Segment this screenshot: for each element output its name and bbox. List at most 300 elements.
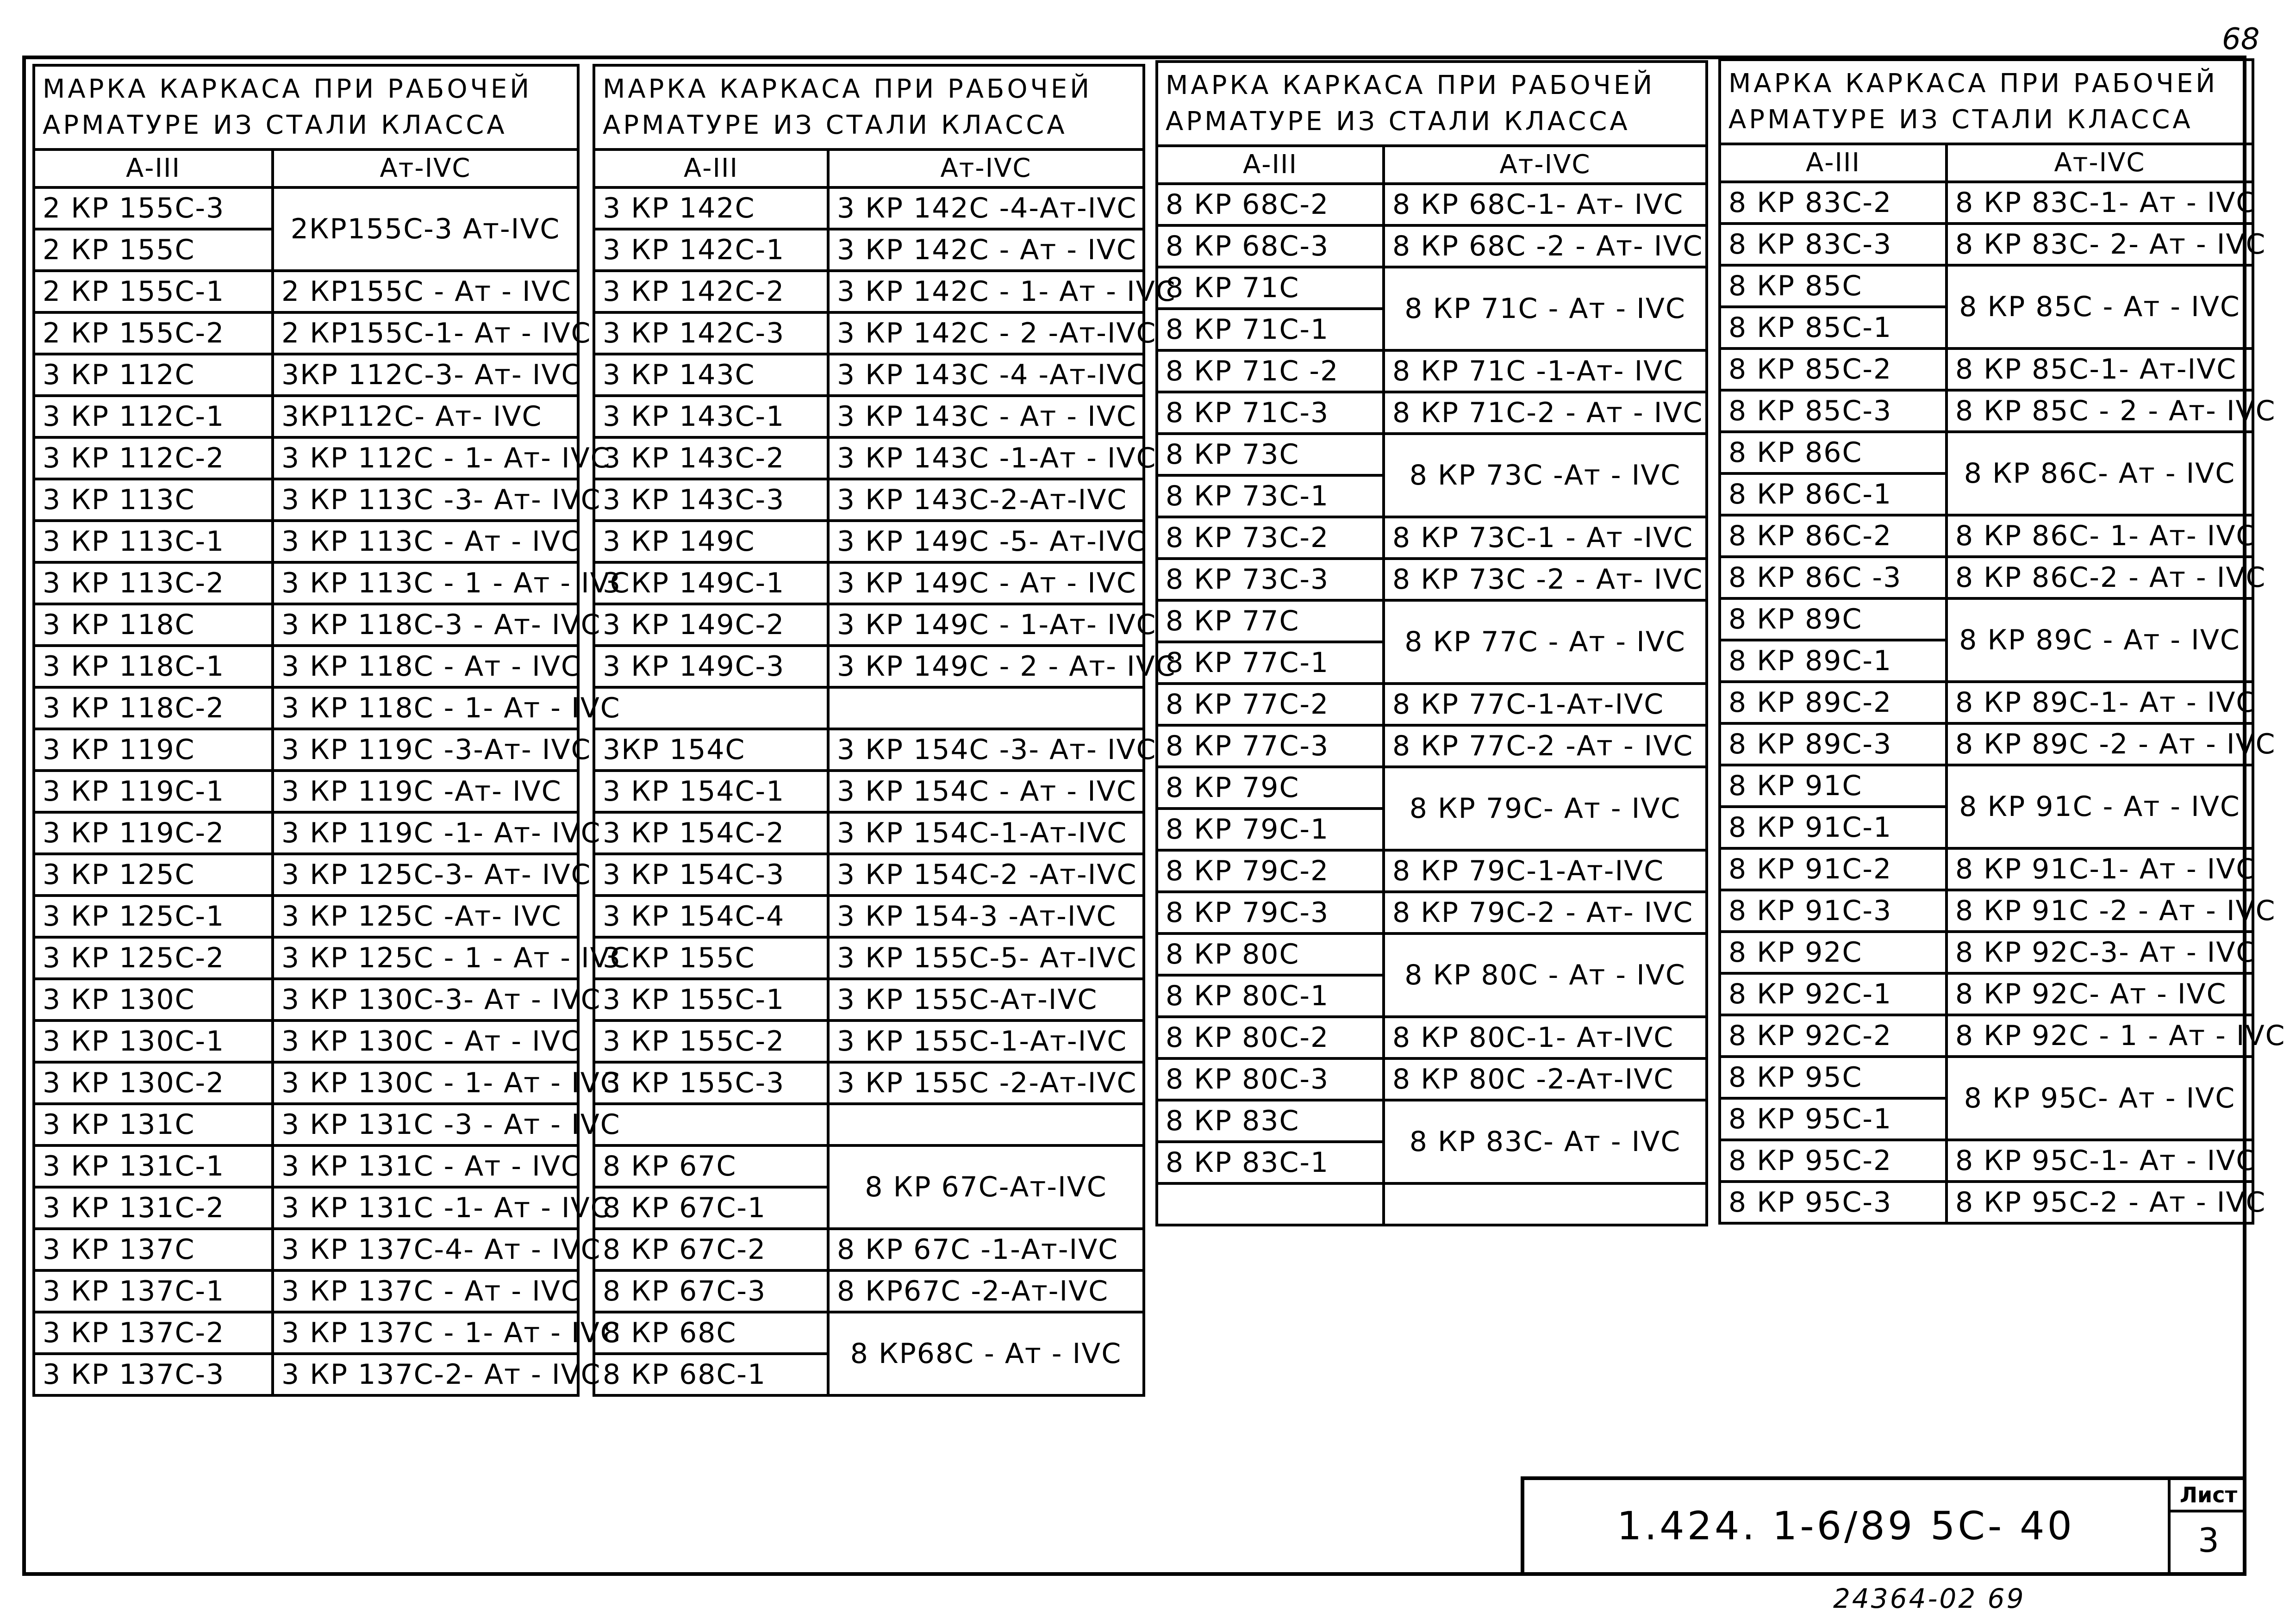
frame-mark-at4c: 3 КР 113С - Ат - IVС bbox=[273, 521, 578, 562]
frame-mark-a3: 8 КР 73С bbox=[1157, 434, 1384, 475]
table-row bbox=[594, 1270, 1144, 1312]
frame-mark-a3: 3 КР 143С bbox=[594, 354, 828, 396]
table-row bbox=[34, 1354, 578, 1395]
frame-mark-a3: 8 КР 67С-1 bbox=[594, 1187, 828, 1229]
frame-mark-at4c: 3 КР 118С - Ат - IVС bbox=[273, 646, 578, 687]
frame-mark-at4c: 3 КР 119С -3-Ат- IVС bbox=[273, 729, 578, 771]
frame-mark-a3: 8 КР 77С-3 bbox=[1157, 725, 1384, 767]
frame-mark-at4c: 3 КР 154-3 -Ат-IVС bbox=[828, 896, 1144, 937]
table-row bbox=[594, 854, 1144, 896]
table-row bbox=[34, 937, 578, 979]
frame-mark-at4c: 3 КР 143С -1-Ат - IVС bbox=[828, 437, 1144, 479]
frame-mark-at4c: 3 КР 154С - Ат - IVС bbox=[828, 771, 1144, 812]
frame-mark-a3: 3 КР 142С-3 bbox=[594, 312, 828, 354]
frame-mark-a3: 8 КР 71С bbox=[1157, 267, 1384, 309]
frame-mark-a3: 8 КР 77С bbox=[1157, 600, 1384, 642]
frame-mark-at4c: 3 КР 113С - 1 - Ат - IVС bbox=[273, 562, 578, 604]
table-row bbox=[34, 396, 578, 437]
frame-mark-at4c: 3 КР 137С - 1- Ат - IVС bbox=[273, 1312, 578, 1354]
table-row bbox=[34, 812, 578, 854]
table-row bbox=[594, 187, 1144, 229]
table-row bbox=[1720, 598, 2253, 640]
table-row bbox=[1720, 765, 2253, 807]
frame-mark-at4c: 3 КР 149С -5- Ат-IVС bbox=[828, 521, 1144, 562]
frame-mark-a3: 8 КР 83С-3 bbox=[1720, 224, 1947, 265]
table-row bbox=[594, 312, 1144, 354]
frame-mark-at4c: 8 КР 91С - Ат - IVС bbox=[1947, 765, 2253, 848]
frame-mark-at4c: 3 КР 137С - Ат - IVС bbox=[273, 1270, 578, 1312]
table-row bbox=[594, 1312, 1144, 1354]
table-row bbox=[34, 729, 578, 771]
table-header-title: МАРКА КАРКАСА ПРИ РАБОЧЕЙ АРМАТУРЕ ИЗ СТАЛИ КЛАССА bbox=[1720, 60, 2253, 144]
frame-mark-at4c: 3 КР 142С - 1- Ат - IVС bbox=[828, 271, 1144, 312]
table-header-title: МАРКА КАРКАСА ПРИ РАБОЧЕЙ АРМАТУРЕ ИЗ СТАЛИ КЛАССА bbox=[34, 65, 578, 149]
table-row bbox=[1157, 725, 1707, 767]
column-header-at4c: Ат-IVС bbox=[273, 149, 578, 187]
frame-mark-a3: 8 КР 91С bbox=[1720, 765, 1947, 807]
frame-mark-at4c: 8 КР 89С-1- Ат - IVС bbox=[1947, 682, 2253, 723]
frame-mark-at4c: 8 КР 92С-3- Ат - IVС bbox=[1947, 932, 2253, 973]
frame-mark-a3: 3 КР 149С-2 bbox=[594, 604, 828, 646]
frame-mark-at4c: 8 КР 79С- Ат - IVС bbox=[1384, 767, 1707, 850]
frame-mark-a3: 3 КР 137С-2 bbox=[34, 1312, 273, 1354]
frame-mark-at4c: 8 КР 79С-2 - Ат- IVС bbox=[1384, 892, 1707, 933]
frame-mark-at4c: 8 КР 77С-2 -Ат - IVС bbox=[1384, 725, 1707, 767]
frame-mark-a3: 3 КР 125С bbox=[34, 854, 273, 896]
frame-mark-at4c: 8 КР 73С -2 - Ат- IVС bbox=[1384, 559, 1707, 600]
table-row bbox=[594, 979, 1144, 1020]
table-row bbox=[34, 437, 578, 479]
frame-mark-a3: 8 КР 71С -2 bbox=[1157, 350, 1384, 392]
frame-mark-at4c: 8 КР 91С -2 - Ат - IVС bbox=[1947, 890, 2253, 932]
frame-mark-at4c: 3 КР 149С - 1-Ат- IVС bbox=[828, 604, 1144, 646]
frame-mark-a3: 3 КР 131С-1 bbox=[34, 1145, 273, 1187]
table-row bbox=[1157, 184, 1707, 225]
column-header-a3: А-III bbox=[1157, 146, 1384, 184]
frame-mark-a3: 8 КР 73С-2 bbox=[1157, 517, 1384, 559]
frame-mark-at4c: 3 КР 119С -Ат- IVС bbox=[273, 771, 578, 812]
table-row bbox=[594, 1145, 1144, 1187]
frame-mark-a3: 8 КР 95С-2 bbox=[1720, 1140, 1947, 1182]
table-row bbox=[1720, 515, 2253, 557]
frame-mark-a3: 8 КР 95С-3 bbox=[1720, 1182, 1947, 1223]
frame-mark-at4c: 3КР112С- Ат- IVС bbox=[273, 396, 578, 437]
frame-mark-a3: 8 КР 85С-3 bbox=[1720, 390, 1947, 432]
frame-mark-at4c: 3 КР 112С - 1- Ат- IVС bbox=[273, 437, 578, 479]
frame-table-4 bbox=[1718, 58, 2286, 1225]
frame-mark-a3: 3 КР 119С-1 bbox=[34, 771, 273, 812]
table-row bbox=[1157, 1058, 1707, 1100]
table-row bbox=[1720, 723, 2253, 765]
frame-mark-at4c: 8 КР 83С-1- Ат - IVС bbox=[1947, 182, 2253, 224]
frame-mark-a3: 3 КР 113С bbox=[34, 479, 273, 521]
frame-mark-a3: 3 КР 154С-1 bbox=[594, 771, 828, 812]
frame-mark-a3: 3 КР 154С-2 bbox=[594, 812, 828, 854]
table-row bbox=[1157, 892, 1707, 933]
frame-mark-at4c: 2 КР155С-1- Ат - IVС bbox=[273, 312, 578, 354]
table-row bbox=[594, 271, 1144, 312]
frame-mark-at4c: 8 КР 85С - 2 - Ат- IVС bbox=[1947, 390, 2253, 432]
table-row bbox=[1720, 432, 2253, 473]
table-row bbox=[594, 229, 1144, 271]
table-row bbox=[594, 437, 1144, 479]
frame-mark-at4c: 3 КР 155С-5- Ат-IVС bbox=[828, 937, 1144, 979]
frame-mark-at4c: 3 КР 118С - 1- Ат - IVС bbox=[273, 687, 578, 729]
frame-mark-at4c: 8 КР 68С -2 - Ат- IVС bbox=[1384, 225, 1707, 267]
table-row bbox=[1157, 933, 1707, 975]
table-row bbox=[34, 854, 578, 896]
table-row bbox=[594, 729, 1144, 771]
table-row bbox=[1720, 1182, 2253, 1223]
frame-mark-at4c: 8 КР 73С-1 - Ат -IVС bbox=[1384, 517, 1707, 559]
table-row bbox=[34, 1187, 578, 1229]
frame-mark-a3: 3 КР 143С-2 bbox=[594, 437, 828, 479]
frame-mark-a3: 8 КР 77С-1 bbox=[1157, 642, 1384, 684]
frame-mark-at4c: 3 КР 130С - Ат - IVС bbox=[273, 1020, 578, 1062]
frame-mark-a3: 2 КР 155С-2 bbox=[34, 312, 273, 354]
frame-mark-at4c: 8 КР 92С - 1 - Ат - IVС bbox=[1947, 1015, 2253, 1057]
frame-mark-at4c: 8 КР 67С-Ат-IVС bbox=[828, 1145, 1144, 1229]
column-header-at4c: Ат-IVС bbox=[1947, 144, 2253, 182]
frame-mark-at4c: 8 КР 86С- 1- Ат- IVС bbox=[1947, 515, 2253, 557]
frame-mark-at4c: 8 КР 80С - Ат - IVС bbox=[1384, 933, 1707, 1017]
frame-mark-a3: 8 КР 80С-2 bbox=[1157, 1017, 1384, 1058]
table-row bbox=[594, 521, 1144, 562]
table-row bbox=[594, 1104, 1144, 1145]
frame-mark-at4c: 8 КР 77С - Ат - IVС bbox=[1384, 600, 1707, 684]
frame-mark-a3: 3 КР 118С-1 bbox=[34, 646, 273, 687]
frame-mark-a3 bbox=[594, 1104, 828, 1145]
frame-mark-a3: 3 КР 137С-3 bbox=[34, 1354, 273, 1395]
frame-mark-a3: 8 КР 86С bbox=[1720, 432, 1947, 473]
frame-mark-a3: 3 КР 155С-2 bbox=[594, 1020, 828, 1062]
table-row bbox=[1157, 684, 1707, 725]
frame-mark-a3: 8 КР 79С bbox=[1157, 767, 1384, 809]
table-header-title: МАРКА КАРКАСА ПРИ РАБОЧЕЙ АРМАТУРЕ ИЗ СТАЛИ КЛАССА bbox=[1157, 62, 1707, 146]
frame-mark-a3: 3 КР 142С-2 bbox=[594, 271, 828, 312]
table-row bbox=[1157, 267, 1707, 309]
table-row bbox=[1720, 557, 2253, 598]
frame-mark-a3: 8 КР 67С bbox=[594, 1145, 828, 1187]
table-row bbox=[1720, 682, 2253, 723]
table-row bbox=[1157, 350, 1707, 392]
frame-mark-at4c: 3 КР 143С -4 -Ат-IVС bbox=[828, 354, 1144, 396]
frame-mark-a3: 3 КР 154С-3 bbox=[594, 854, 828, 896]
frame-mark-a3: 3 КР 149С bbox=[594, 521, 828, 562]
frame-mark-at4c bbox=[828, 1104, 1144, 1145]
frame-table-3 bbox=[1155, 60, 1708, 1226]
table-row bbox=[34, 312, 578, 354]
frame-mark-a3: 3 КР 125С-1 bbox=[34, 896, 273, 937]
table-row bbox=[1720, 182, 2253, 224]
frame-mark-a3 bbox=[594, 687, 828, 729]
frame-mark-at4c: 8 КР 86С- Ат - IVС bbox=[1947, 432, 2253, 515]
table-row bbox=[1720, 890, 2253, 932]
frame-mark-a3: 3 КР 143С-3 bbox=[594, 479, 828, 521]
frame-mark-a3: 8 КР 80С bbox=[1157, 933, 1384, 975]
title-block bbox=[1521, 1476, 2246, 1576]
frame-mark-a3: 8 КР 89С-2 bbox=[1720, 682, 1947, 723]
table-row bbox=[34, 687, 578, 729]
frame-mark-a3: 3 КР 131С bbox=[34, 1104, 273, 1145]
frame-mark-at4c: 3 КР 131С - Ат - IVС bbox=[273, 1145, 578, 1187]
table-row bbox=[34, 1062, 578, 1104]
column-header-a3: А-III bbox=[34, 149, 273, 187]
frame-mark-a3: 8 КР 85С-1 bbox=[1720, 307, 1947, 348]
frame-mark-at4c: 3 КР 119С -1- Ат- IVС bbox=[273, 812, 578, 854]
frame-mark-a3: 3 КР 118С-2 bbox=[34, 687, 273, 729]
frame-mark-a3: 3 КР 112С bbox=[34, 354, 273, 396]
column-header-a3: А-III bbox=[594, 149, 828, 187]
table-row bbox=[34, 771, 578, 812]
table-row bbox=[1720, 973, 2253, 1015]
frame-mark-a3: 3 КР 118С bbox=[34, 604, 273, 646]
frame-mark-at4c: 8 КР 79С-1-Ат-IVС bbox=[1384, 850, 1707, 892]
frame-mark-at4c: 3 КР 137С-2- Ат - IVС bbox=[273, 1354, 578, 1395]
frame-mark-a3: 8 КР 71С-3 bbox=[1157, 392, 1384, 434]
frame-mark-at4c: 8 КР 71С-2 - Ат - IVС bbox=[1384, 392, 1707, 434]
table-row bbox=[34, 562, 578, 604]
frame-mark-a3: 3 КР 155С-1 bbox=[594, 979, 828, 1020]
frame-mark-a3: 3 КР 137С bbox=[34, 1229, 273, 1270]
frame-mark-a3: 3 КР 113С-1 bbox=[34, 521, 273, 562]
frame-mark-at4c: 8 КР 85С-1- Ат-IVС bbox=[1947, 348, 2253, 390]
frame-mark-at4c: 8 КР 71С -1-Ат- IVС bbox=[1384, 350, 1707, 392]
frame-mark-a3: 3 КР 149С-1 bbox=[594, 562, 828, 604]
frame-mark-a3: 3 КР 119С bbox=[34, 729, 273, 771]
frame-mark-at4c: 2 КР155С - Ат - IVС bbox=[273, 271, 578, 312]
frame-mark-at4c: 3КР 112С-3- Ат- IVС bbox=[273, 354, 578, 396]
table-row bbox=[594, 1062, 1144, 1104]
frame-mark-a3: 8 КР 79С-2 bbox=[1157, 850, 1384, 892]
table-row bbox=[1157, 559, 1707, 600]
frame-mark-a3: 8 КР 91С-2 bbox=[1720, 848, 1947, 890]
table-row bbox=[594, 604, 1144, 646]
frame-mark-at4c: 8 КР 95С- Ат - IVС bbox=[1947, 1057, 2253, 1140]
table-row bbox=[34, 354, 578, 396]
table-row bbox=[1157, 1100, 1707, 1142]
sheet-number: 3 bbox=[2198, 1521, 2219, 1560]
page-number: 68 bbox=[2222, 22, 2260, 56]
frame-mark-a3: 8 КР 83С-1 bbox=[1157, 1142, 1384, 1183]
frame-mark-at4c: 3 КР 155С -2-Ат-IVС bbox=[828, 1062, 1144, 1104]
table-row bbox=[1157, 767, 1707, 809]
table-row bbox=[1720, 848, 2253, 890]
table-row bbox=[34, 1020, 578, 1062]
column-header-at4c: Ат-IVС bbox=[828, 149, 1144, 187]
table-row bbox=[1720, 265, 2253, 307]
frame-mark-at4c: 3 КР 154С-1-Ат-IVС bbox=[828, 812, 1144, 854]
frame-mark-a3: 8 КР 83С bbox=[1157, 1100, 1384, 1142]
frame-mark-a3: 2 КР 155С-3 bbox=[34, 187, 273, 229]
table-row bbox=[34, 1104, 578, 1145]
frame-mark-at4c: 3 КР 118С-3 - Ат- IVС bbox=[273, 604, 578, 646]
table-row bbox=[34, 604, 578, 646]
frame-mark-at4c: 3 КР 125С -Ат- IVС bbox=[273, 896, 578, 937]
frame-mark-at4c: 8 КР 95С-2 - Ат - IVС bbox=[1947, 1182, 2253, 1223]
table-row bbox=[34, 896, 578, 937]
frame-mark-a3: 8 КР 77С-2 bbox=[1157, 684, 1384, 725]
frame-mark-at4c: 3 КР 137С-4- Ат - IVС bbox=[273, 1229, 578, 1270]
table-row bbox=[34, 1145, 578, 1187]
frame-mark-a3: 8 КР 85С bbox=[1720, 265, 1947, 307]
frame-mark-a3: 8 КР 80С-3 bbox=[1157, 1058, 1384, 1100]
frame-mark-a3: 3 КР 142С-1 bbox=[594, 229, 828, 271]
frame-mark-a3: 8 КР 79С-1 bbox=[1157, 809, 1384, 850]
frame-mark-at4c bbox=[828, 687, 1144, 729]
frame-mark-a3: 8 КР 92С-2 bbox=[1720, 1015, 1947, 1057]
frame-mark-at4c: 8 КР 95С-1- Ат - IVС bbox=[1947, 1140, 2253, 1182]
frame-mark-at4c: 3 КР 143С - Ат - IVС bbox=[828, 396, 1144, 437]
frame-mark-a3: 3 КР 137С-1 bbox=[34, 1270, 273, 1312]
frame-mark-at4c: 3 КР 155С-1-Ат-IVС bbox=[828, 1020, 1144, 1062]
frame-mark-a3: 8 КР 89С-3 bbox=[1720, 723, 1947, 765]
table-row bbox=[34, 979, 578, 1020]
table-row bbox=[594, 771, 1144, 812]
table-row bbox=[1720, 1015, 2253, 1057]
table-row bbox=[1157, 434, 1707, 475]
frame-mark-at4c: 3 КР 143С-2-Ат-IVС bbox=[828, 479, 1144, 521]
frame-mark-at4c: 3 КР 125С-3- Ат- IVС bbox=[273, 854, 578, 896]
table-row bbox=[1157, 600, 1707, 642]
frame-mark-a3: 3 КР 113С-2 bbox=[34, 562, 273, 604]
table-row bbox=[1157, 392, 1707, 434]
frame-mark-a3: 8 КР 92С-1 bbox=[1720, 973, 1947, 1015]
frame-mark-a3: 8 КР 79С-3 bbox=[1157, 892, 1384, 933]
table-row bbox=[594, 1020, 1144, 1062]
frame-mark-a3: 3КР 154С bbox=[594, 729, 828, 771]
frame-table-1 bbox=[32, 64, 630, 1397]
frame-mark-a3 bbox=[1157, 1183, 1384, 1225]
frame-mark-at4c: 3 КР 113С -3- Ат- IVС bbox=[273, 479, 578, 521]
frame-mark-at4c: 8 КР68С - Ат - IVС bbox=[828, 1312, 1144, 1395]
table-row bbox=[34, 187, 578, 229]
frame-mark-a3: 8 КР 71С-1 bbox=[1157, 309, 1384, 350]
frame-mark-at4c: 3 КР 131С -1- Ат - IVС bbox=[273, 1187, 578, 1229]
table-row bbox=[594, 812, 1144, 854]
frame-mark-at4c: 3 КР 142С -4-Ат-IVС bbox=[828, 187, 1144, 229]
frame-mark-at4c: 2КР155С-3 Ат-IVС bbox=[273, 187, 578, 271]
table-row bbox=[594, 646, 1144, 687]
frame-mark-a3: 3 КР 112С-2 bbox=[34, 437, 273, 479]
document-code: 1.424. 1-6/89 5С- 40 bbox=[1617, 1503, 2075, 1549]
table-row bbox=[34, 1312, 578, 1354]
frame-mark-a3: 3 КР 142С bbox=[594, 187, 828, 229]
frame-mark-at4c: 8 КР 71С - Ат - IVС bbox=[1384, 267, 1707, 350]
frame-mark-a3: 3 КР 125С-2 bbox=[34, 937, 273, 979]
frame-mark-a3: 3 КР 149С-3 bbox=[594, 646, 828, 687]
frame-mark-a3: 8 КР 86С-2 bbox=[1720, 515, 1947, 557]
frame-mark-at4c: 8 КР 73С -Ат - IVС bbox=[1384, 434, 1707, 517]
frame-mark-at4c: 3 КР 155С-Ат-IVС bbox=[828, 979, 1144, 1020]
table-row bbox=[1157, 850, 1707, 892]
frame-mark-a3: 8 КР 73С-3 bbox=[1157, 559, 1384, 600]
table-row bbox=[1157, 517, 1707, 559]
frame-mark-a3: 2 КР 155С-1 bbox=[34, 271, 273, 312]
table-row bbox=[594, 687, 1144, 729]
frame-mark-a3: 8 КР 85С-2 bbox=[1720, 348, 1947, 390]
table-row bbox=[594, 896, 1144, 937]
frame-mark-a3: 3 КР 130С bbox=[34, 979, 273, 1020]
frame-mark-a3: 3 КР 155С-3 bbox=[594, 1062, 828, 1104]
frame-mark-a3: 8 КР 67С-2 bbox=[594, 1229, 828, 1270]
frame-mark-a3: 8 КР 68С bbox=[594, 1312, 828, 1354]
frame-mark-a3: 8 КР 83С-2 bbox=[1720, 182, 1947, 224]
frame-mark-a3: 8 КР 73С-1 bbox=[1157, 475, 1384, 517]
frame-mark-a3: 3 КР 155С bbox=[594, 937, 828, 979]
frame-mark-a3: 3 КР 112С-1 bbox=[34, 396, 273, 437]
table-row bbox=[1720, 1057, 2253, 1098]
frame-mark-a3: 8 КР 92С bbox=[1720, 932, 1947, 973]
frame-mark-a3: 8 КР 67С-3 bbox=[594, 1270, 828, 1312]
table-row bbox=[34, 521, 578, 562]
table-row bbox=[594, 396, 1144, 437]
frame-mark-at4c: 8 КР 89С -2 - Ат - IVС bbox=[1947, 723, 2253, 765]
table-row bbox=[1720, 932, 2253, 973]
table-row bbox=[34, 1229, 578, 1270]
frame-mark-a3: 3 КР 130С-2 bbox=[34, 1062, 273, 1104]
sheet-box bbox=[2168, 1480, 2246, 1576]
table-row bbox=[34, 646, 578, 687]
column-header-a3: А-III bbox=[1720, 144, 1947, 182]
frame-mark-a3: 3 КР 154С-4 bbox=[594, 896, 828, 937]
table-row bbox=[594, 937, 1144, 979]
frame-mark-a3: 3 КР 130С-1 bbox=[34, 1020, 273, 1062]
frame-mark-at4c: 3 КР 149С - Ат - IVС bbox=[828, 562, 1144, 604]
table-row bbox=[594, 1229, 1144, 1270]
frame-mark-at4c: 3 КР 154С -3- Ат- IVС bbox=[828, 729, 1144, 771]
frame-mark-at4c bbox=[1384, 1183, 1707, 1225]
table-row bbox=[594, 479, 1144, 521]
frame-mark-at4c: 8 КР 91С-1- Ат - IVС bbox=[1947, 848, 2253, 890]
frame-mark-at4c: 8 КР 89С - Ат - IVС bbox=[1947, 598, 2253, 682]
frame-mark-a3: 3 КР 119С-2 bbox=[34, 812, 273, 854]
frame-mark-a3: 2 КР 155С bbox=[34, 229, 273, 271]
table-header-title: МАРКА КАРКАСА ПРИ РАБОЧЕЙ АРМАТУРЕ ИЗ СТАЛИ КЛАССА bbox=[594, 65, 1144, 149]
frame-mark-a3: 8 КР 68С-2 bbox=[1157, 184, 1384, 225]
table-row bbox=[1720, 348, 2253, 390]
frame-mark-at4c: 8 КР 80С -2-Ат-IVС bbox=[1384, 1058, 1707, 1100]
frame-mark-at4c: 8 КР 86С-2 - Ат - IVС bbox=[1947, 557, 2253, 598]
column-header-at4c: Ат-IVС bbox=[1384, 146, 1707, 184]
frame-mark-at4c: 8 КР 85С - Ат - IVС bbox=[1947, 265, 2253, 348]
inventory-number: 24364-02 69 bbox=[1833, 1583, 2026, 1614]
frame-mark-a3: 8 КР 80С-1 bbox=[1157, 975, 1384, 1017]
frame-mark-at4c: 3 КР 142С - 2 -Ат-IVС bbox=[828, 312, 1144, 354]
frame-mark-at4c: 8 КР 67С -1-Ат-IVС bbox=[828, 1229, 1144, 1270]
sheet-label: Лист bbox=[2171, 1480, 2246, 1512]
frame-mark-at4c: 8 КР 83С- 2- Ат - IVС bbox=[1947, 224, 2253, 265]
frame-mark-a3: 3 КР 143С-1 bbox=[594, 396, 828, 437]
frame-mark-a3: 8 КР 68С-1 bbox=[594, 1354, 828, 1395]
table-row bbox=[1720, 390, 2253, 432]
frame-mark-at4c: 3 КР 130С-3- Ат - IVС bbox=[273, 979, 578, 1020]
frame-mark-a3: 8 КР 89С-1 bbox=[1720, 640, 1947, 682]
frame-mark-at4c: 8 КР 80С-1- Ат-IVС bbox=[1384, 1017, 1707, 1058]
frame-mark-at4c: 3 КР 149С - 2 - Ат- IVС bbox=[828, 646, 1144, 687]
frame-mark-at4c: 8 КР 83С- Ат - IVС bbox=[1384, 1100, 1707, 1183]
frame-mark-a3: 8 КР 86С -3 bbox=[1720, 557, 1947, 598]
frame-mark-at4c: 8 КР67С -2-Ат-IVС bbox=[828, 1270, 1144, 1312]
frame-mark-at4c: 3 КР 130С - 1- Ат - IVС bbox=[273, 1062, 578, 1104]
frame-mark-a3: 8 КР 91С-3 bbox=[1720, 890, 1947, 932]
frame-mark-a3: 8 КР 89С bbox=[1720, 598, 1947, 640]
table-row bbox=[1720, 1140, 2253, 1182]
frame-mark-at4c: 8 КР 92С- Ат - IVС bbox=[1947, 973, 2253, 1015]
table-row bbox=[1720, 224, 2253, 265]
table-row bbox=[594, 562, 1144, 604]
table-row bbox=[34, 1270, 578, 1312]
